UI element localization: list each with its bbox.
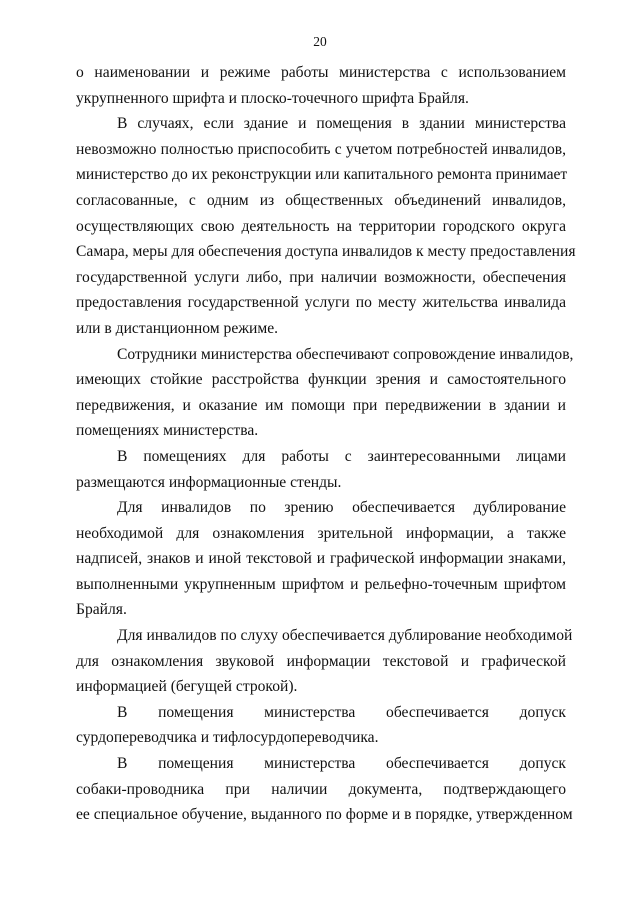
paragraph-line: о наименовании и режиме работы министерства с использованием [76,64,566,81]
paragraph [76,111,576,341]
document-body [76,60,576,828]
paragraph-line: Самара, меры для обеспечения доступа инвалидов к месту предоставления [76,243,576,261]
paragraph-line: Брайля. [76,601,127,619]
paragraph-line: или в дистанционном режиме. [76,319,279,337]
paragraph-line: помещениях министерства. [76,422,259,440]
paragraph [76,342,574,444]
paragraph-line: необходимой для ознакомления зрительной информации, а также [76,524,566,542]
paragraph-line: надписей, знаков и иной текстовой и графической информации знаками, [76,550,566,568]
paragraph-line: Сотрудники министерства обеспечивают сопровождение инвалидов, [117,345,574,363]
paragraph-line: укрупненного шрифта и плоско-точечного шрифта Брайля. [76,89,469,107]
paragraph-line: невозможно полностью приспособить с учетом потребностей инвалидов, [76,140,566,158]
paragraph [76,700,566,751]
paragraph-line: Для инвалидов по зрению обеспечивается дублирование [117,499,566,517]
paragraph-line: выполненными укрупненным шрифтом и рельефно-точечным шрифтом [76,575,566,593]
paragraph-line: В помещения министерства обеспечивается допуск [117,755,566,773]
paragraph-line: предоставления государственной услуги по месту жительства инвалида [76,294,566,312]
paragraph [76,444,566,495]
paragraph-line: имеющих стойкие расстройства функции зрения и самостоятельного [76,371,566,389]
paragraph-line: В случаях, если здание и помещения в здании министерства [117,115,566,133]
paragraph-line: В помещениях для работы с заинтересованными лицами [117,447,566,465]
paragraph-line: для ознакомления звуковой информации текстовой и графической [76,652,566,670]
paragraph-line: сурдопереводчика и тифлосурдопереводчика. [76,729,379,747]
paragraph [76,495,566,623]
paragraph-line: ее специальное обучение, выданного по форме и в порядке, утвержденном [76,806,573,824]
paragraph-line: государственной услуги либо, при наличии возможности, обеспечения [76,268,566,286]
page-number: 20 [313,34,327,49]
paragraph-line: размещаются информационные стенды. [76,473,342,491]
paragraph [76,60,566,111]
paragraph-line: В помещения министерства обеспечивается допуск [117,703,566,721]
paragraph-line: согласованные, с одним из общественных объединений инвалидов, [76,191,566,209]
paragraph-line: осуществляющих свою деятельность на территории городского округа [76,217,566,235]
paragraph-line: собаки-проводника при наличии документа, подтверждающего [76,780,566,798]
paragraph [76,751,573,828]
paragraph-line: Для инвалидов по слуху обеспечивается дублирование необходимой [117,627,573,645]
paragraph-line: передвижения, и оказание им помощи при передвижении в здании и [76,396,566,414]
paragraph-line: министерство до их реконструкции или капитального ремонта принимает [76,166,568,184]
paragraph-line: информацией (бегущей строкой). [76,678,298,696]
paragraph [76,623,573,700]
